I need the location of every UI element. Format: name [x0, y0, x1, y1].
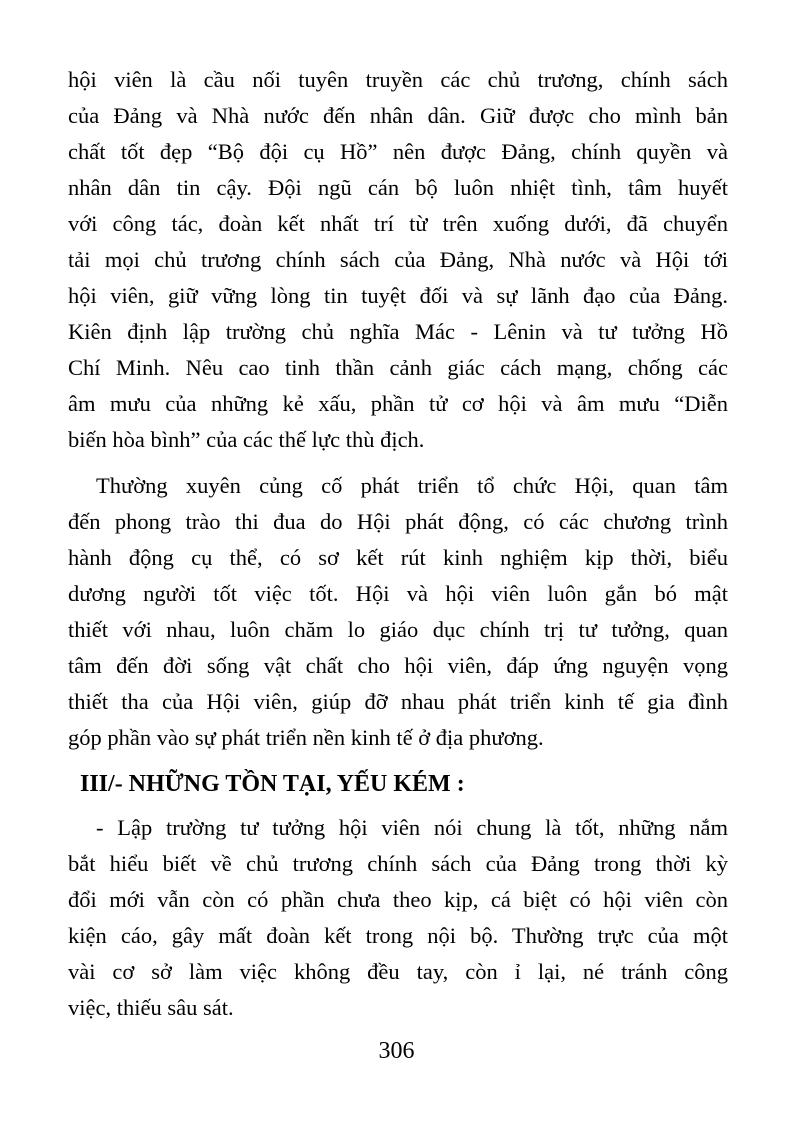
paragraph-1	[68, 62, 728, 458]
text-line: nhân dân tin cậy. Đội ngũ cán bộ luôn nhiệt tình, tâm huyết	[68, 175, 728, 200]
page-body	[68, 62, 728, 1026]
text-line: góp phần vào sự phát triển nền kinh tế ở địa phương.	[68, 725, 544, 750]
text-line: đổi mới vẫn còn có phần chưa theo kịp, cá biệt có hội viên còn	[68, 887, 728, 912]
text-line: Kiên định lập trường chủ nghĩa Mác - Lênin và tư tưởng Hồ	[68, 319, 728, 344]
text-line: biến hòa bình” của các thế lực thù địch.	[68, 427, 425, 452]
text-line: âm mưu của những kẻ xấu, phần tử cơ hội và âm mưu “Diễn	[68, 391, 728, 416]
text-line: tải mọi chủ trương chính sách của Đảng, Nhà nước và Hội tới	[68, 247, 728, 272]
paragraph-2	[68, 468, 728, 756]
text-line: bắt hiểu biết về chủ trương chính sách của Đảng trong thời kỳ	[68, 851, 728, 876]
text-line: Chí Minh. Nêu cao tinh thần cảnh giác cách mạng, chống các	[68, 355, 728, 380]
text-line: với công tác, đoàn kết nhất trí từ trên xuống dưới, đã chuyển	[68, 211, 728, 236]
text-line: việc, thiếu sâu sát.	[68, 995, 234, 1020]
text-line: hội viên, giữ vững lòng tin tuyệt đối và sự lãnh đạo của Đảng.	[68, 283, 728, 308]
text-line: vài cơ sở làm việc không đều tay, còn ỉ lại, né tránh công	[68, 959, 728, 984]
text-line: đến phong trào thi đua do Hội phát động, có các chương trình	[68, 509, 728, 534]
text-line: của Đảng và Nhà nước đến nhân dân. Giữ được cho mình bản	[68, 103, 728, 128]
text-line: Thường xuyên củng cố phát triển tổ chức Hội, quan tâm	[96, 473, 728, 498]
text-line: chất tốt đẹp “Bộ đội cụ Hồ” nên được Đảng, chính quyền và	[68, 139, 728, 164]
text-line: tâm đến đời sống vật chất cho hội viên, đáp ứng nguyện vọng	[68, 653, 728, 678]
text-line: hội viên là cầu nối tuyên truyền các chủ trương, chính sách	[68, 67, 728, 92]
text-line: hành động cụ thể, có sơ kết rút kinh nghiệm kịp thời, biểu	[68, 545, 728, 570]
text-line: thiết tha của Hội viên, giúp đỡ nhau phát triển kinh tế gia đình	[68, 689, 728, 714]
paragraph-gap	[68, 458, 728, 468]
text-line: thiết với nhau, luôn chăm lo giáo dục chính trị tư tưởng, quan	[68, 617, 728, 642]
text-line: - Lập trường tư tưởng hội viên nói chung là tốt, những nắm	[96, 815, 728, 840]
paragraph-3	[68, 810, 728, 1026]
text-line: kiện cáo, gây mất đoàn kết trong nội bộ. Thường trực của một	[68, 923, 728, 948]
text-line: dương người tốt việc tốt. Hội và hội viên luôn gắn bó mật	[68, 581, 728, 606]
page-number: 306	[378, 1038, 415, 1064]
section-heading: III/- NHỮNG TỒN TẠI, YẾU KÉM :	[80, 771, 465, 797]
